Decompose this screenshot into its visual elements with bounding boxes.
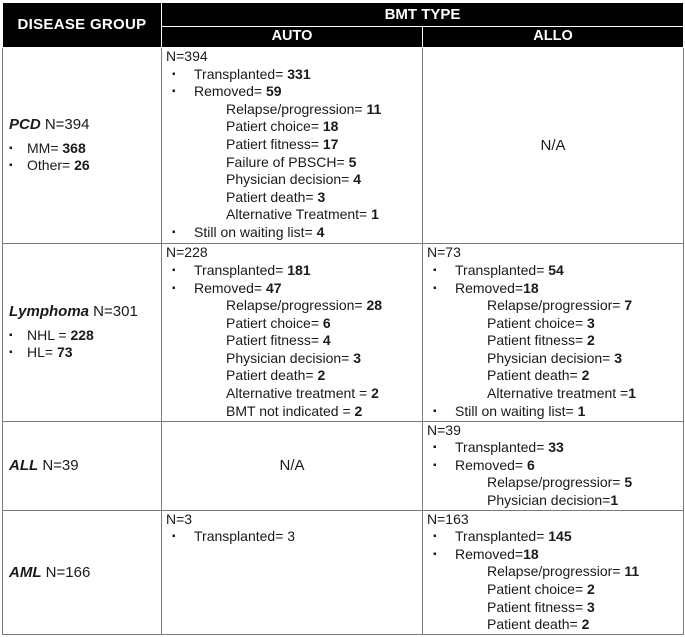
auto-cell-all: N/A bbox=[162, 421, 423, 510]
list-item: Failure of PBSCH= 5 bbox=[226, 153, 357, 170]
group-count: N=301 bbox=[89, 303, 138, 321]
list-item: Relapse/progressior= 11 bbox=[487, 563, 640, 580]
header-bmt-type: BMT TYPE bbox=[162, 3, 684, 27]
cell-count: N=39 bbox=[427, 421, 461, 438]
list-item: Patient choice= 3 bbox=[487, 314, 595, 331]
list-item: Patient death= 2 bbox=[487, 367, 590, 384]
list-item: Patiert death= 3 bbox=[226, 188, 326, 205]
group-cell-aml bbox=[3, 510, 162, 634]
group-count: N=166 bbox=[41, 563, 91, 581]
list-item: BMT not indicated = 2 bbox=[226, 402, 363, 419]
list-item: Patiert choice= 6 bbox=[226, 314, 331, 331]
list-item: ▪ Transplanted= 33 bbox=[427, 439, 679, 457]
list-item: Patient choice= 2 bbox=[487, 581, 595, 597]
table-row bbox=[3, 510, 684, 634]
auto-cell-pcd bbox=[162, 48, 423, 244]
allo-cell-pcd: N/A bbox=[423, 48, 684, 244]
group-name: PCD bbox=[9, 116, 41, 134]
list-item: ▪ Still on waiting list= 4 bbox=[166, 224, 418, 242]
list-item: ▪ Removed=18 bbox=[427, 546, 679, 564]
list-item: Physician decision= 4 bbox=[226, 171, 362, 188]
list-item: ▪ Transplanted= 181 bbox=[166, 262, 418, 280]
auto-cell-lymphoma bbox=[162, 244, 423, 421]
list-item: Patiert fitness= 4 bbox=[226, 332, 331, 349]
cell-count: N=73 bbox=[427, 244, 461, 261]
subgroup-item: ▪ Other= 26 bbox=[9, 157, 155, 175]
list-item: ▪ Removed= 47 bbox=[166, 280, 418, 298]
table-row bbox=[3, 421, 684, 510]
cell-count: N=394 bbox=[166, 48, 208, 65]
group-cell-all bbox=[3, 421, 162, 510]
list-item: ▪ Transplanted= 331 bbox=[166, 66, 418, 84]
header-disease-group: DISEASE GROUP bbox=[3, 3, 162, 48]
subgroup-item: ▪ MM= 368 bbox=[9, 140, 155, 158]
list-item: Patiert fitness= 17 bbox=[226, 136, 339, 153]
list-item: Physician decision=1 bbox=[487, 491, 619, 508]
subgroup-item: ▪ NHL = 228 bbox=[9, 327, 155, 345]
list-item: ▪ Transplanted= 3 bbox=[166, 528, 418, 546]
list-item: Patiert choice= 18 bbox=[226, 118, 339, 135]
group-count: N=394 bbox=[40, 116, 90, 134]
group-cell-pcd bbox=[3, 48, 162, 244]
list-item: Alternative treatment = 2 bbox=[226, 385, 379, 402]
table-row bbox=[3, 244, 684, 421]
allo-cell-all bbox=[423, 421, 684, 510]
list-item: ▪ Transplanted= 145 bbox=[427, 528, 679, 546]
list-item: Physician decision= 3 bbox=[487, 349, 623, 366]
bmt-table bbox=[2, 2, 684, 635]
group-name: Lymphoma bbox=[9, 303, 90, 321]
list-item: ▪ Transplanted= 54 bbox=[427, 262, 679, 280]
list-item: ▪ Removed= 59 bbox=[166, 83, 418, 101]
list-item: Alternative Treatment= 1 bbox=[226, 206, 379, 223]
list-item: Patient fitness= 2 bbox=[487, 332, 595, 349]
list-item: ▪ Removed= 6 bbox=[427, 457, 679, 475]
list-item: Relapse/progression= 28 bbox=[226, 297, 383, 314]
table-row bbox=[3, 48, 684, 244]
group-name: AML bbox=[9, 563, 42, 581]
allo-cell-aml bbox=[423, 510, 684, 634]
header-allo: ALLO bbox=[423, 26, 684, 47]
list-item: Patient fitness= 3 bbox=[487, 598, 595, 615]
list-item: Alternative treatment =1 bbox=[487, 385, 637, 402]
list-item: Relapse/progressior= 7 bbox=[487, 297, 633, 314]
list-item: Patiert death= 2 bbox=[226, 367, 326, 384]
list-item: Patient death= 2 bbox=[487, 616, 590, 633]
list-item: Relapse/progression= 11 bbox=[226, 100, 382, 117]
auto-cell-aml bbox=[162, 510, 423, 634]
allo-cell-lymphoma bbox=[423, 244, 684, 421]
list-item: ▪ Removed=18 bbox=[427, 280, 679, 298]
header-auto: AUTO bbox=[162, 26, 423, 47]
group-name: ALL bbox=[9, 456, 39, 474]
cell-count: N=3 bbox=[166, 510, 193, 527]
list-item: Relapse/progressior= 5 bbox=[487, 474, 633, 491]
group-cell-lymphoma bbox=[3, 244, 162, 421]
list-item: ▪ Still on waiting list= 1 bbox=[427, 403, 679, 421]
cell-count: N=163 bbox=[427, 510, 469, 527]
subgroup-item: ▪ HL= 73 bbox=[9, 344, 155, 362]
cell-count: N=228 bbox=[166, 244, 208, 261]
list-item: Physician decision= 3 bbox=[226, 349, 362, 366]
group-count: N=39 bbox=[38, 456, 79, 474]
